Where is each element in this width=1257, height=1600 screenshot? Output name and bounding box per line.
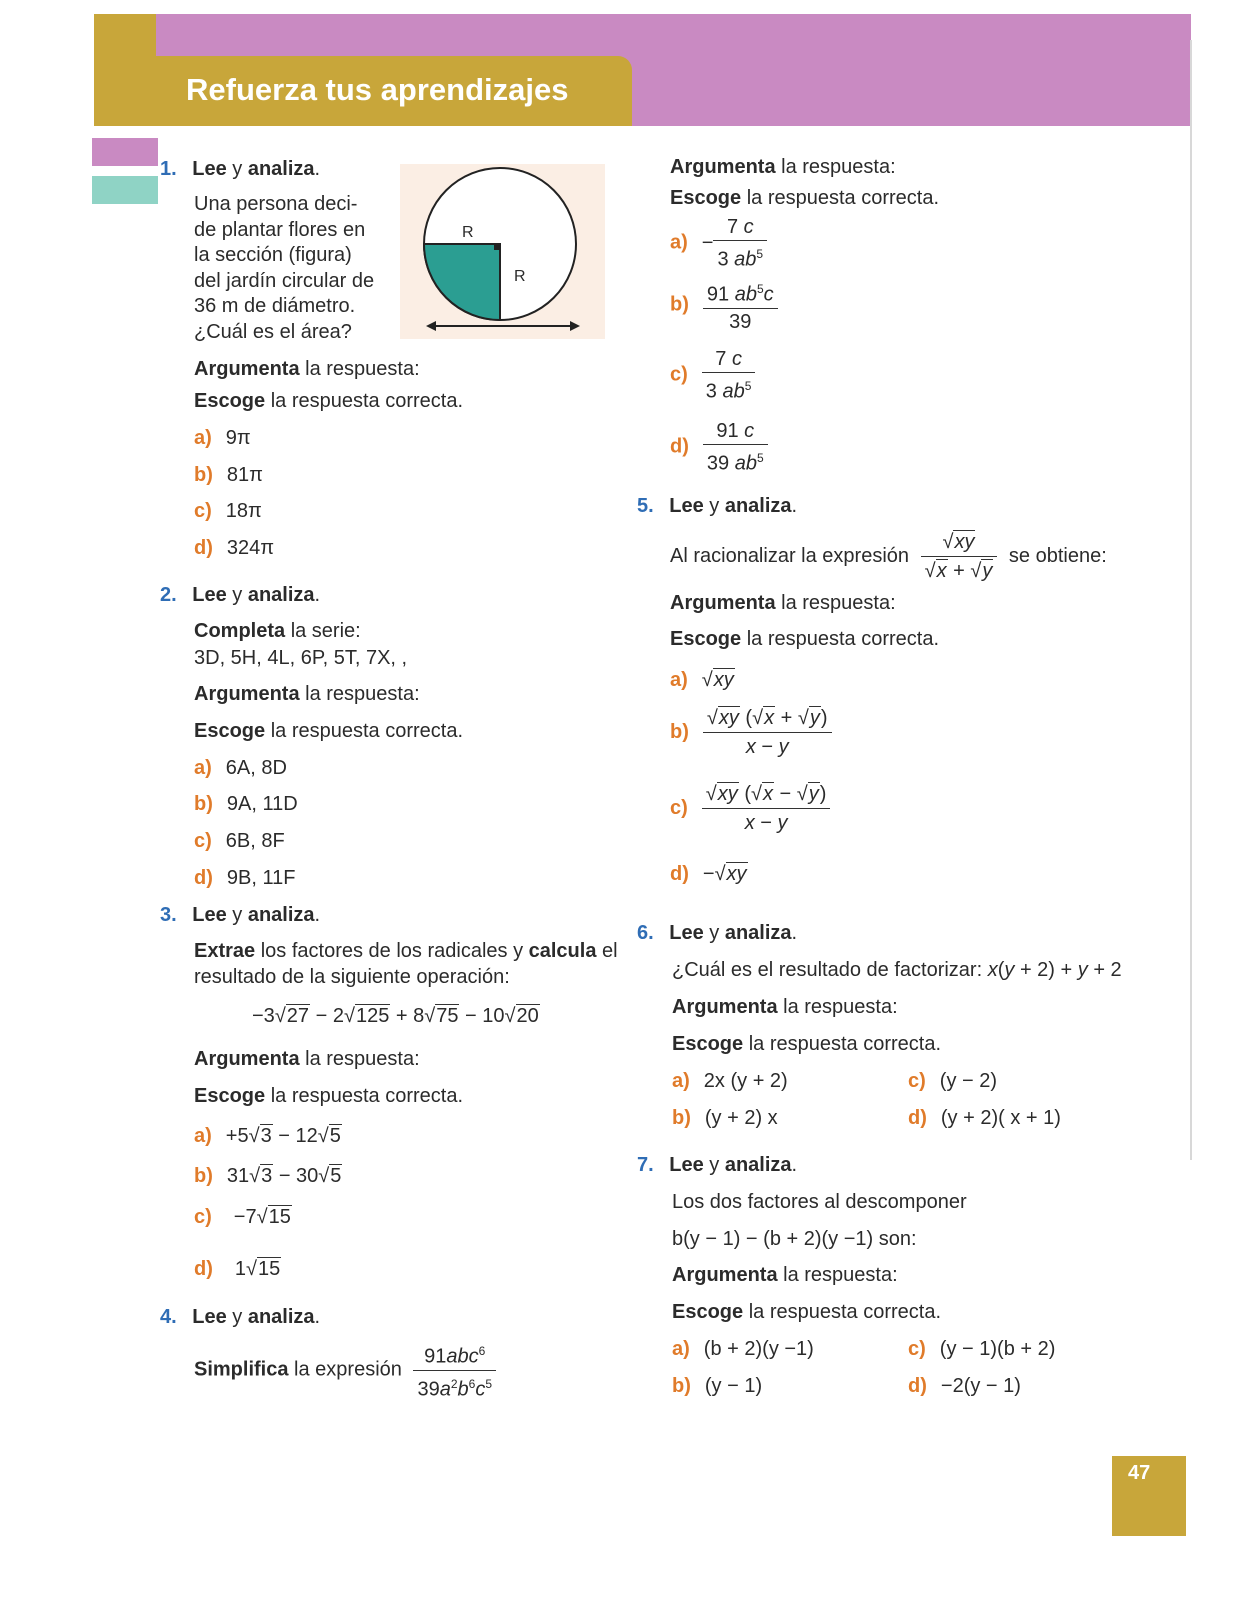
q3-option-c[interactable]: c) −7√15 xyxy=(194,1206,291,1228)
q2-option-d[interactable]: d) 9B, 11F xyxy=(194,867,296,889)
q3-instruction: Extrae los factores de los radicales y calcula el xyxy=(194,940,618,962)
q4-simplifica: Simplifica la expresión $\frac{91abc^6}{39a^2b^6c^5}$ xyxy=(194,1340,496,1400)
q5-option-b[interactable]: b) $\frac{√xy (√x + √y)}{x - y}$ xyxy=(670,706,832,759)
q3-heading: 3. Lee y analiza. xyxy=(160,904,321,926)
q7-argumenta: Argumenta la respuesta: xyxy=(672,1264,898,1286)
side-tab-purple xyxy=(92,138,158,166)
q2-heading: 2. Lee y analiza. xyxy=(160,584,321,606)
q3-option-a[interactable]: a) +5√3 − 12√5 xyxy=(194,1125,341,1147)
q1-text: Una persona deci- de plantar flores en la sección (figura) del jardín circular de 36 m de diámetro. ¿Cuál es el área? xyxy=(194,193,375,343)
q2-option-c[interactable]: c) 6B, 8F xyxy=(194,830,285,852)
q2-option-b[interactable]: b) 9A, 11D xyxy=(194,793,298,815)
q5-option-a[interactable]: a) √xy xyxy=(670,669,734,691)
q6-option-b[interactable]: b) (y + 2) x xyxy=(672,1107,778,1129)
header-gold-strip xyxy=(94,14,156,126)
q6-option-c[interactable]: c) (y − 2) xyxy=(908,1070,998,1092)
q1-option-b[interactable]: b) 81π xyxy=(194,464,263,486)
q2-series: 3D, 5H, 4L, 6P, 5T, 7X, , xyxy=(194,647,408,669)
q6-question: ¿Cuál es el resultado de factorizar: x(y + 2) + y + 2 xyxy=(672,959,1122,981)
q3-escoge: Escoge la respuesta correcta. xyxy=(194,1085,464,1107)
q7-option-d[interactable]: d) −2(y − 1) xyxy=(908,1375,1021,1397)
q7-option-c[interactable]: c) (y − 1)(b + 2) xyxy=(908,1338,1056,1360)
page-number: 47 xyxy=(1128,1462,1151,1484)
q3-option-b[interactable]: b) 31√3 − 30√5 xyxy=(194,1165,342,1187)
q3-expression: −3√27 − 2√125 + 8√75 − 10√20 xyxy=(252,1005,539,1027)
q6-option-d[interactable]: d) (y + 2)( x + 1) xyxy=(908,1107,1061,1129)
circle-figure xyxy=(400,164,605,339)
q3-instruction-2: resultado de la siguiente operación: xyxy=(194,966,510,988)
q1-option-a[interactable]: a) 9π xyxy=(194,427,251,449)
q2-argumenta: Argumenta la respuesta: xyxy=(194,683,420,705)
radius-label-side: R xyxy=(514,268,526,285)
q4-option-a[interactable]: a) − $\frac{7 c}{3 ab^5}$ xyxy=(670,216,767,271)
q7-heading: 7. Lee y analiza. xyxy=(637,1154,798,1176)
q5-expression: $\frac{√xy}{√x + √y}$ xyxy=(921,530,998,583)
q6-heading: 6. Lee y analiza. xyxy=(637,922,798,944)
q1-heading: 1. Lee y analiza. xyxy=(160,158,321,180)
q4-heading: 4. Lee y analiza. xyxy=(160,1306,321,1328)
q1-option-d[interactable]: d) 324π xyxy=(194,537,275,559)
q1-argumenta: Argumenta la respuesta: xyxy=(194,358,420,380)
q7-option-b[interactable]: b) (y − 1) xyxy=(672,1375,763,1397)
q5-option-c[interactable]: c) $\frac{√xy (√x - √y)}{x - y}$ xyxy=(670,782,830,835)
q4-expression: $\frac{91abc^6}{39a^2b^6c^5}$ xyxy=(413,1340,496,1400)
q5-option-d[interactable]: d) −√xy xyxy=(670,863,747,885)
q4-option-d[interactable]: d) $\frac{91 c}{39 ab^5}$ xyxy=(670,420,768,475)
q7-escoge: Escoge la respuesta correcta. xyxy=(672,1301,942,1323)
q4-option-c[interactable]: c) $\frac{7 c}{3 ab^5}$ xyxy=(670,348,755,403)
q5-statement: Al racionalizar la expresión $\frac{√xy}{√x + √y}$ se obtiene: xyxy=(670,531,1107,582)
q7-line2: b(y − 1) − (b + 2)(y −1) son: xyxy=(672,1228,917,1250)
page-title: Refuerza tus aprendizajes xyxy=(186,72,569,107)
q4-argumenta: Argumenta la respuesta: xyxy=(670,156,896,178)
q3-option-d[interactable]: d) 1√15 xyxy=(194,1258,281,1280)
q4-option-b[interactable]: b) $\frac{91 ab^5c}{39}$ xyxy=(670,278,778,333)
q7-option-a[interactable]: a) (b + 2)(y −1) xyxy=(672,1338,814,1360)
q2-escoge: Escoge la respuesta correcta. xyxy=(194,720,464,742)
page-number-box xyxy=(1112,1456,1186,1536)
q7-line1: Los dos factores al descomponer xyxy=(672,1191,967,1213)
q2-completa: Completa la serie: xyxy=(194,620,361,642)
q1-escoge: Escoge la respuesta correcta. xyxy=(194,390,464,412)
q1-number: 1. xyxy=(160,158,177,180)
q3-argumenta: Argumenta la respuesta: xyxy=(194,1048,420,1070)
q5-escoge: Escoge la respuesta correcta. xyxy=(670,628,940,650)
right-edge-line xyxy=(1190,40,1192,1160)
q4-escoge: Escoge la respuesta correcta. xyxy=(670,187,940,209)
radius-label-top: R xyxy=(462,224,474,241)
q1-option-c[interactable]: c) 18π xyxy=(194,500,262,522)
side-tab-teal xyxy=(92,176,158,204)
q6-argumenta: Argumenta la respuesta: xyxy=(672,996,898,1018)
q6-option-a[interactable]: a) 2x (y + 2) xyxy=(672,1070,788,1092)
q5-heading: 5. Lee y analiza. xyxy=(637,495,798,517)
q2-option-a[interactable]: a) 6A, 8D xyxy=(194,757,287,779)
q5-argumenta: Argumenta la respuesta: xyxy=(670,592,896,614)
q6-escoge: Escoge la respuesta correcta. xyxy=(672,1033,942,1055)
